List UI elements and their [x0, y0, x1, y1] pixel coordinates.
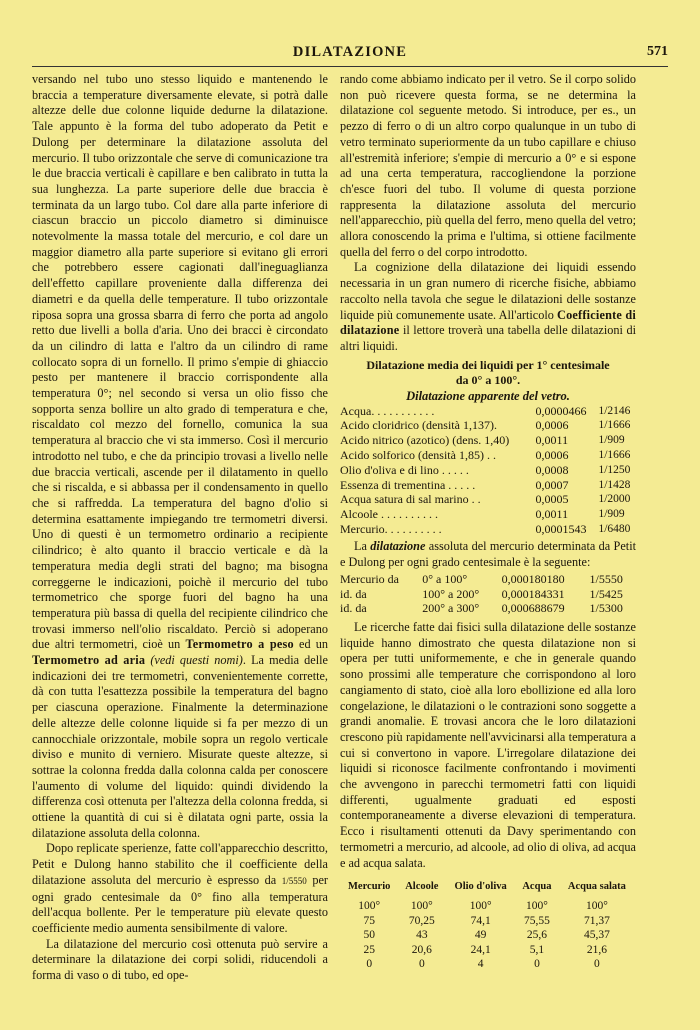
text-run: rando come abbiamo indicato per il vetro. Se il corpo solido non può ricevere questa forma, se ne determina la dilatazione col seguente metodo. Si introduce, per es., un pezzo di ferro o di un altro corpo qualunque in un tubo di vetro terminato superiormente da un tubo capillare e chiuso all'estremità inferiore; s'empie di mercurio a 0° e si espone ad una certa temperatura, raccogliendone la porzione ch'esce fuori del tubo. Il volume di questa porzione rappresenta la dilatazione assoluta del mercurio nell'apparecchio, più quella del ferro, meno quella del vetro; allora conoscendo la prima e l'ultima, si ottiene facilmente quella del ferro o del corpo introdotto. [340, 72, 636, 259]
table-cell: 100° [469, 899, 492, 912]
table-cell: 75,55 [524, 914, 550, 927]
liquids-table [340, 404, 636, 537]
expansion-value: 0,0007 [535, 477, 569, 492]
table-cell: 74,1 [470, 914, 491, 927]
table-subtitle: Dilatazione apparente del vetro. [406, 388, 570, 403]
text-run: per ogni grado centesimale da 0° fino alla temperatura dell'acqua bollente. Per le temperature più elevate questo coefficiente medio aumenta sensibilmente di valore. [32, 872, 329, 935]
term-link: Termometro a peso [185, 637, 294, 652]
table-row [340, 522, 636, 537]
table-row [340, 899, 636, 914]
paragraph [340, 539, 636, 570]
paragraph [32, 72, 328, 841]
text-run: assoluta del mercurio determinata da Petit e Dulong per ogni grado centesimale è la seguente: [340, 538, 637, 569]
expansion-ratio: 1/1666 [598, 419, 631, 432]
table-row [340, 404, 636, 419]
liquid-name: Acido nitrico (azotico) (dens. 1,40) [340, 433, 510, 448]
column-header: Acqua salata [567, 881, 626, 893]
table-row [340, 463, 636, 478]
table-row [340, 572, 636, 587]
table-cell: 5,1 [529, 943, 545, 956]
column-header: Alcoole [405, 881, 439, 893]
table-row [340, 507, 636, 522]
row-label: id. da [340, 601, 367, 616]
liquid-name: Alcoole . . . . . . . . . . [340, 507, 438, 522]
mercury-table [340, 572, 636, 616]
expansion-value: 0,0011 [535, 507, 569, 522]
table-cell: 75 [363, 914, 375, 927]
table-row [340, 418, 636, 433]
liquid-name: Olio d'oliva e di lino . . . . . [340, 462, 469, 477]
liquid-name: Acqua. . . . . . . . . . . [340, 403, 435, 418]
table-cell: 45,37 [583, 929, 610, 942]
table-cell: 24,1 [470, 943, 491, 956]
expansion-ratio: 1/6480 [598, 523, 631, 536]
text-run: La [354, 538, 367, 553]
temperature-range: 0° a 100° [422, 572, 468, 587]
column-header: Mercurio [348, 881, 391, 893]
expansion-ratio: 1/5300 [589, 601, 623, 616]
fraction: 1/5550 [281, 875, 307, 886]
page-number: 571 [647, 44, 668, 59]
right-column [340, 72, 636, 972]
table-cell: 0 [366, 958, 373, 971]
text-run: Le ricerche fatte dai fisici sulla dilatazione delle sostanze liquide hanno dimostrato che questa dilatazione non si opera per tutti uniformemente, e che in generale quando sono prossimi alle temperature che corrispondono al loro cangiamento di stato, cioè alla loro ebollizione ed alla loro congelazione, le dilatazioni o le contrazioni sono soggette a grandi anomalie. E trovasi ancora che le loro dilatazioni crescono più rapidamente nell'avvicinarsi alla temperatura a cui si convertono in vapore. L'irregolare dilatazione dei liquidi si riconosce facilmente confrontando i movimenti che avvengono in parecchi termometri fatti con liquidi differenti, ugualmente graduati ed esposti contemporaneamente a diverse elevazioni di temperatura. Ecco i risultamenti ottenuti da Davy sperimentando con termometri a mercurio, ad alcoole, ad olio di oliva, ad acqua e ad acqua salata. [340, 620, 636, 870]
table-cell: 0 [418, 958, 425, 971]
expansion-ratio: 1/5425 [589, 586, 623, 601]
text-run: La dilatazione del mercurio così ottenuta può servire a determinare la dilatazione dei corpi solidi, riducendoli a forma di vaso o di tubo, ed ope- [32, 936, 328, 983]
paragraph [340, 72, 636, 260]
paragraph [340, 260, 636, 354]
expansion-ratio: 1/1250 [598, 463, 631, 476]
table-row [340, 448, 636, 463]
page-header [32, 44, 668, 66]
expansion-ratio: 1/909 [598, 434, 625, 447]
table-title-line: da 0° a 100°. [455, 372, 521, 387]
expansion-value: 0,0001543 [535, 522, 587, 537]
row-label: Mercurio da [340, 572, 399, 587]
paragraph [32, 937, 328, 984]
text-run: ed un [299, 637, 329, 652]
liquid-name: Acido cloridrico (densità 1,137). [340, 418, 497, 433]
table-cell: 4 [477, 958, 484, 971]
table-row [340, 957, 636, 972]
expansion-ratio: 1/5550 [589, 572, 623, 587]
table-cell: 21,6 [586, 943, 607, 956]
text-run: il lettore troverà una tabella delle dilatazioni di altri liquidi. [340, 323, 637, 353]
table-cell: 25 [363, 943, 375, 956]
table-row [340, 492, 636, 507]
table-row [340, 914, 636, 929]
table-cell: 100° [526, 899, 548, 912]
table-cell: 43 [416, 929, 428, 942]
term-link: Coefficiente di dilatazione [340, 307, 637, 338]
temperature-range: 100° a 200° [422, 586, 480, 601]
table-title [340, 358, 636, 388]
table-cell: 100° [585, 899, 608, 912]
liquid-name: Mercurio. . . . . . . . . . [340, 522, 442, 537]
davy-table [340, 879, 636, 972]
expansion-value: 0,0011 [535, 433, 569, 448]
table-cell: 100° [410, 899, 433, 912]
column-header: Olio d'oliva [454, 881, 507, 893]
table-row [340, 601, 636, 616]
expansion-value: 0,000180180 [501, 572, 565, 587]
table-row [340, 928, 636, 943]
table-title-line: Dilatazione media dei liquidi per 1° centesimale [366, 357, 610, 372]
expansion-value: 0,0000466 [535, 403, 587, 418]
expansion-value: 0,0008 [535, 462, 569, 477]
expansion-ratio: 1/1428 [598, 478, 631, 491]
running-title: DILATAZIONE [292, 44, 408, 60]
text-run: . La media delle indicazioni dei tre termometri, convenientemente corrette, dà con tutta l'esattezza possibile la temperatura del bagno per ciascuna operazione. Finalmente la determinazione delle altezze delle colonne liquide si fa per mezzo di un cannocchiale orizzontale, mobile sopra un regolo verticale diviso e munito di verniero. Misurate queste altezze, si sottrae la colonna fredda dalla colonna calda per conoscere l'aumento di volume del liquido: quindi dividendo la differenza così ottenuta per l'altezza della colonna fredda, si ottiene la quantità di cui si è dilatata ogni parte, ossia la dilatazione assoluta della colonna. [32, 653, 328, 840]
expansion-ratio: 1/2146 [598, 404, 631, 417]
liquid-name: Acido solforico (densità 1,85) . . [340, 448, 496, 463]
liquid-name: Acqua satura di sal marino . . [340, 492, 481, 507]
text-run: versando nel tubo uno stesso liquido e mantenendo le braccia a temperature diversamente elevate, si potrà dalle altezze delle due colonne liquide dedurne la dilatazione. Tale appunto è la forma del tubo adoperato da Petit e Dulong per determinare la dilatazione assoluta del mercurio. Il tubo orizzontale che serve di comunicazione tra le due braccia verticali è capillare e ben calibrato in tutta la sua lunghezza. La parte superiore delle due braccia è terminata da un largo tubo. Col dare alla parte inferiore di ciascun braccio un piccolo diametro si diminuisce notevolmente la massa totale del mercurio, e col dare un maggior diametro alla parte superiore si evitano gli errori che potrebbero essere cagionati dall'ineguaglianza dell'effetto capillare proveniente dalla differenza dei diametri e da quella delle temperature. Il tubo orizzontale riposa sopra una grossa sbarra di ferro che porta ad angolo retto due livelli a bolla d'aria. Uno dei bracci è circondato da un cilindro di latta e l'altro da un cilindro di rame collocato sopra di un fornello. Il primo s'empie di ghiaccio pesto per mantenere il braccio corrispondente alla temperatura 0°; nel secondo si versa un olio fisso che sopporta senza bollire un alto grado di temperatura e che, riscaldato col mezzo del fornello, comunica la sua temperatura al braccio che vi sta immerso. Così il mercurio introdotto nel tubo, e che da principio trovasi a livello nelle due braccia verticali, ascende per il dilatamento in quello che si riscalda, e si abbassa per il condensamento in quello che si raffredda. La temperatura del bagno d'olio si determina esattamente impiegando tre termometri diversi. Uno di questi è un termometro ordinario a recipiente cilindrico; è alto quanto il braccio verticale e dà la temperatura media degli strati del bagno; ma bisogna correggerne le indicazioni, poichè il mercurio del tubo termometrico che sporge fuori del bagno ha una temperatura più bassa di quella del recipiente cilindrico che trovasi immerso nell'olio riscaldato. Perciò si adoperano due altri termometri, cioè un [32, 72, 328, 652]
term-link: Termometro ad aria [32, 653, 146, 668]
paragraph [340, 620, 636, 871]
text-run: Dopo replicate sperienze, fatte coll'apparecchio descritto, Petit e Dulong hanno stabilito che il coefficiente della dilatazione assoluta del mercurio è espresso da [32, 841, 328, 887]
table-cell: 20,6 [411, 943, 432, 956]
table-cell: 50 [363, 929, 375, 942]
header-rule [32, 66, 668, 67]
table-row [340, 943, 636, 958]
expansion-value: 0,000688679 [501, 601, 565, 616]
cross-reference: (vedi questi nomi) [150, 653, 243, 668]
left-column [32, 72, 328, 984]
text-run: La cognizione della dilatazione dei liquidi essendo necessaria in un gran numero di ricerche fisiche, abbiamo raccolto nella tavola che segue le dilatazioni delle sostanze liquide più comunemente usate. All'articolo [340, 260, 636, 322]
paragraph [32, 841, 328, 936]
expansion-value: 0,000184331 [501, 586, 565, 601]
liquid-name: Essenza di trementina . . . . . [340, 477, 476, 492]
column-header: Acqua [522, 881, 552, 893]
table-cell: 0 [594, 958, 600, 971]
expansion-value: 0,0006 [535, 448, 569, 463]
expansion-ratio: 1/1666 [598, 449, 631, 462]
table-cell: 0 [534, 958, 540, 971]
temperature-range: 200° a 300° [422, 601, 480, 616]
row-label: id. da [340, 586, 367, 601]
table-cell: 49 [474, 929, 487, 942]
table-row [340, 587, 636, 602]
table-cell: 100° [358, 899, 381, 912]
expansion-ratio: 1/909 [598, 508, 625, 521]
table-cell: 70,25 [408, 914, 435, 927]
expansion-value: 0,0006 [535, 418, 569, 433]
expansion-value: 0,0005 [535, 492, 569, 507]
table-row [340, 478, 636, 493]
table-row [340, 433, 636, 448]
table-cell: 25,6 [526, 929, 547, 942]
expansion-ratio: 1/2000 [598, 493, 631, 506]
table-cell: 71,37 [583, 914, 610, 927]
emphasis: dilatazione [370, 538, 426, 553]
